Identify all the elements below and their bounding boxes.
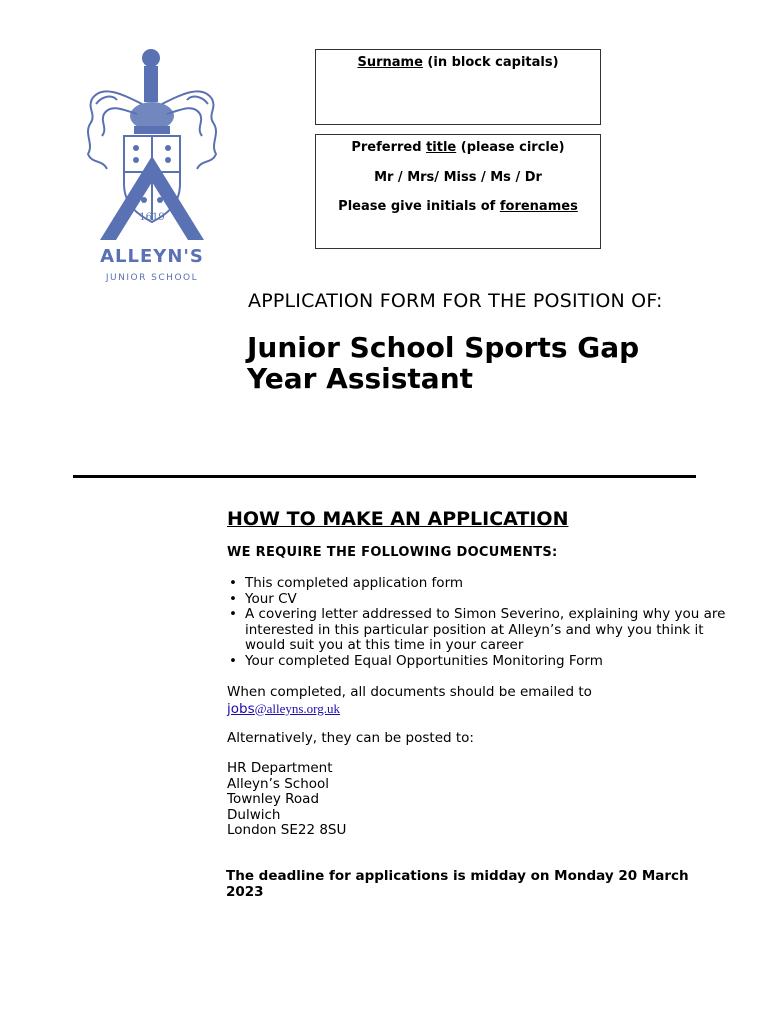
logo-subtitle: JUNIOR SCHOOL bbox=[105, 273, 199, 283]
title-label-before: Preferred bbox=[351, 140, 427, 155]
email-link[interactable] bbox=[227, 701, 340, 717]
surname-label-underlined: Surname bbox=[357, 55, 423, 70]
address-line: Alleyn’s School bbox=[227, 775, 330, 792]
deadline-notice: The deadline for applications is midday on Monday 20 March 2023 bbox=[226, 868, 689, 900]
address-line: London SE22 8SU bbox=[227, 822, 347, 839]
logo-year: 1619 bbox=[139, 212, 165, 223]
surname-label-rest: (in block capitals) bbox=[422, 55, 559, 70]
school-logo bbox=[82, 44, 222, 290]
form-heading: APPLICATION FORM FOR THE POSITION OF: bbox=[248, 290, 663, 312]
how-to-apply-heading: HOW TO MAKE AN APPLICATION bbox=[227, 508, 569, 530]
initials-label bbox=[316, 199, 600, 214]
title-label-after: (please circle) bbox=[456, 140, 565, 155]
preferred-title-label bbox=[316, 140, 600, 155]
initials-label-underlined: forenames bbox=[499, 199, 578, 214]
address-line: HR Department bbox=[227, 760, 333, 776]
title-label-underlined: title bbox=[426, 140, 457, 155]
post-text: Alternatively, they can be posted to: bbox=[227, 730, 474, 746]
documents-heading: WE REQUIRE THE FOLLOWING DOCUMENTS: bbox=[227, 545, 558, 560]
email-domain[interactable]: @alleyns.org.uk bbox=[254, 700, 341, 716]
email-instructions bbox=[227, 685, 727, 717]
email-text: When completed, all documents should be emailed to bbox=[227, 684, 592, 700]
documents-list bbox=[227, 576, 727, 670]
surname-label bbox=[316, 55, 600, 70]
email-user[interactable]: jobs bbox=[227, 700, 255, 717]
address-line: Townley Road bbox=[227, 791, 320, 808]
divider-line bbox=[73, 475, 696, 478]
position-title: Junior School Sports Gap Year Assistant bbox=[247, 331, 640, 395]
postal-address bbox=[227, 761, 346, 839]
surname-box[interactable] bbox=[315, 49, 601, 125]
logo-name: ALLEYN'S bbox=[100, 246, 204, 267]
list-item: • Your completed Equal Opportunities Monitoring Form bbox=[227, 654, 727, 670]
list-item: • A covering letter addressed to Simon Severino, explaining why you are interested in this particular position at Alleyn’s and why you think it would suit you at this time in your career bbox=[227, 607, 727, 654]
title-options[interactable]: Mr / Mrs/ Miss / Ms / Dr bbox=[374, 170, 542, 185]
list-item: • Your CV bbox=[227, 592, 727, 608]
list-item: • This completed application form bbox=[227, 576, 727, 592]
address-line: Dulwich bbox=[227, 806, 281, 823]
school-crest-icon bbox=[82, 44, 222, 290]
title-box[interactable] bbox=[315, 134, 601, 249]
initials-label-before: Please give initials of bbox=[338, 199, 500, 214]
